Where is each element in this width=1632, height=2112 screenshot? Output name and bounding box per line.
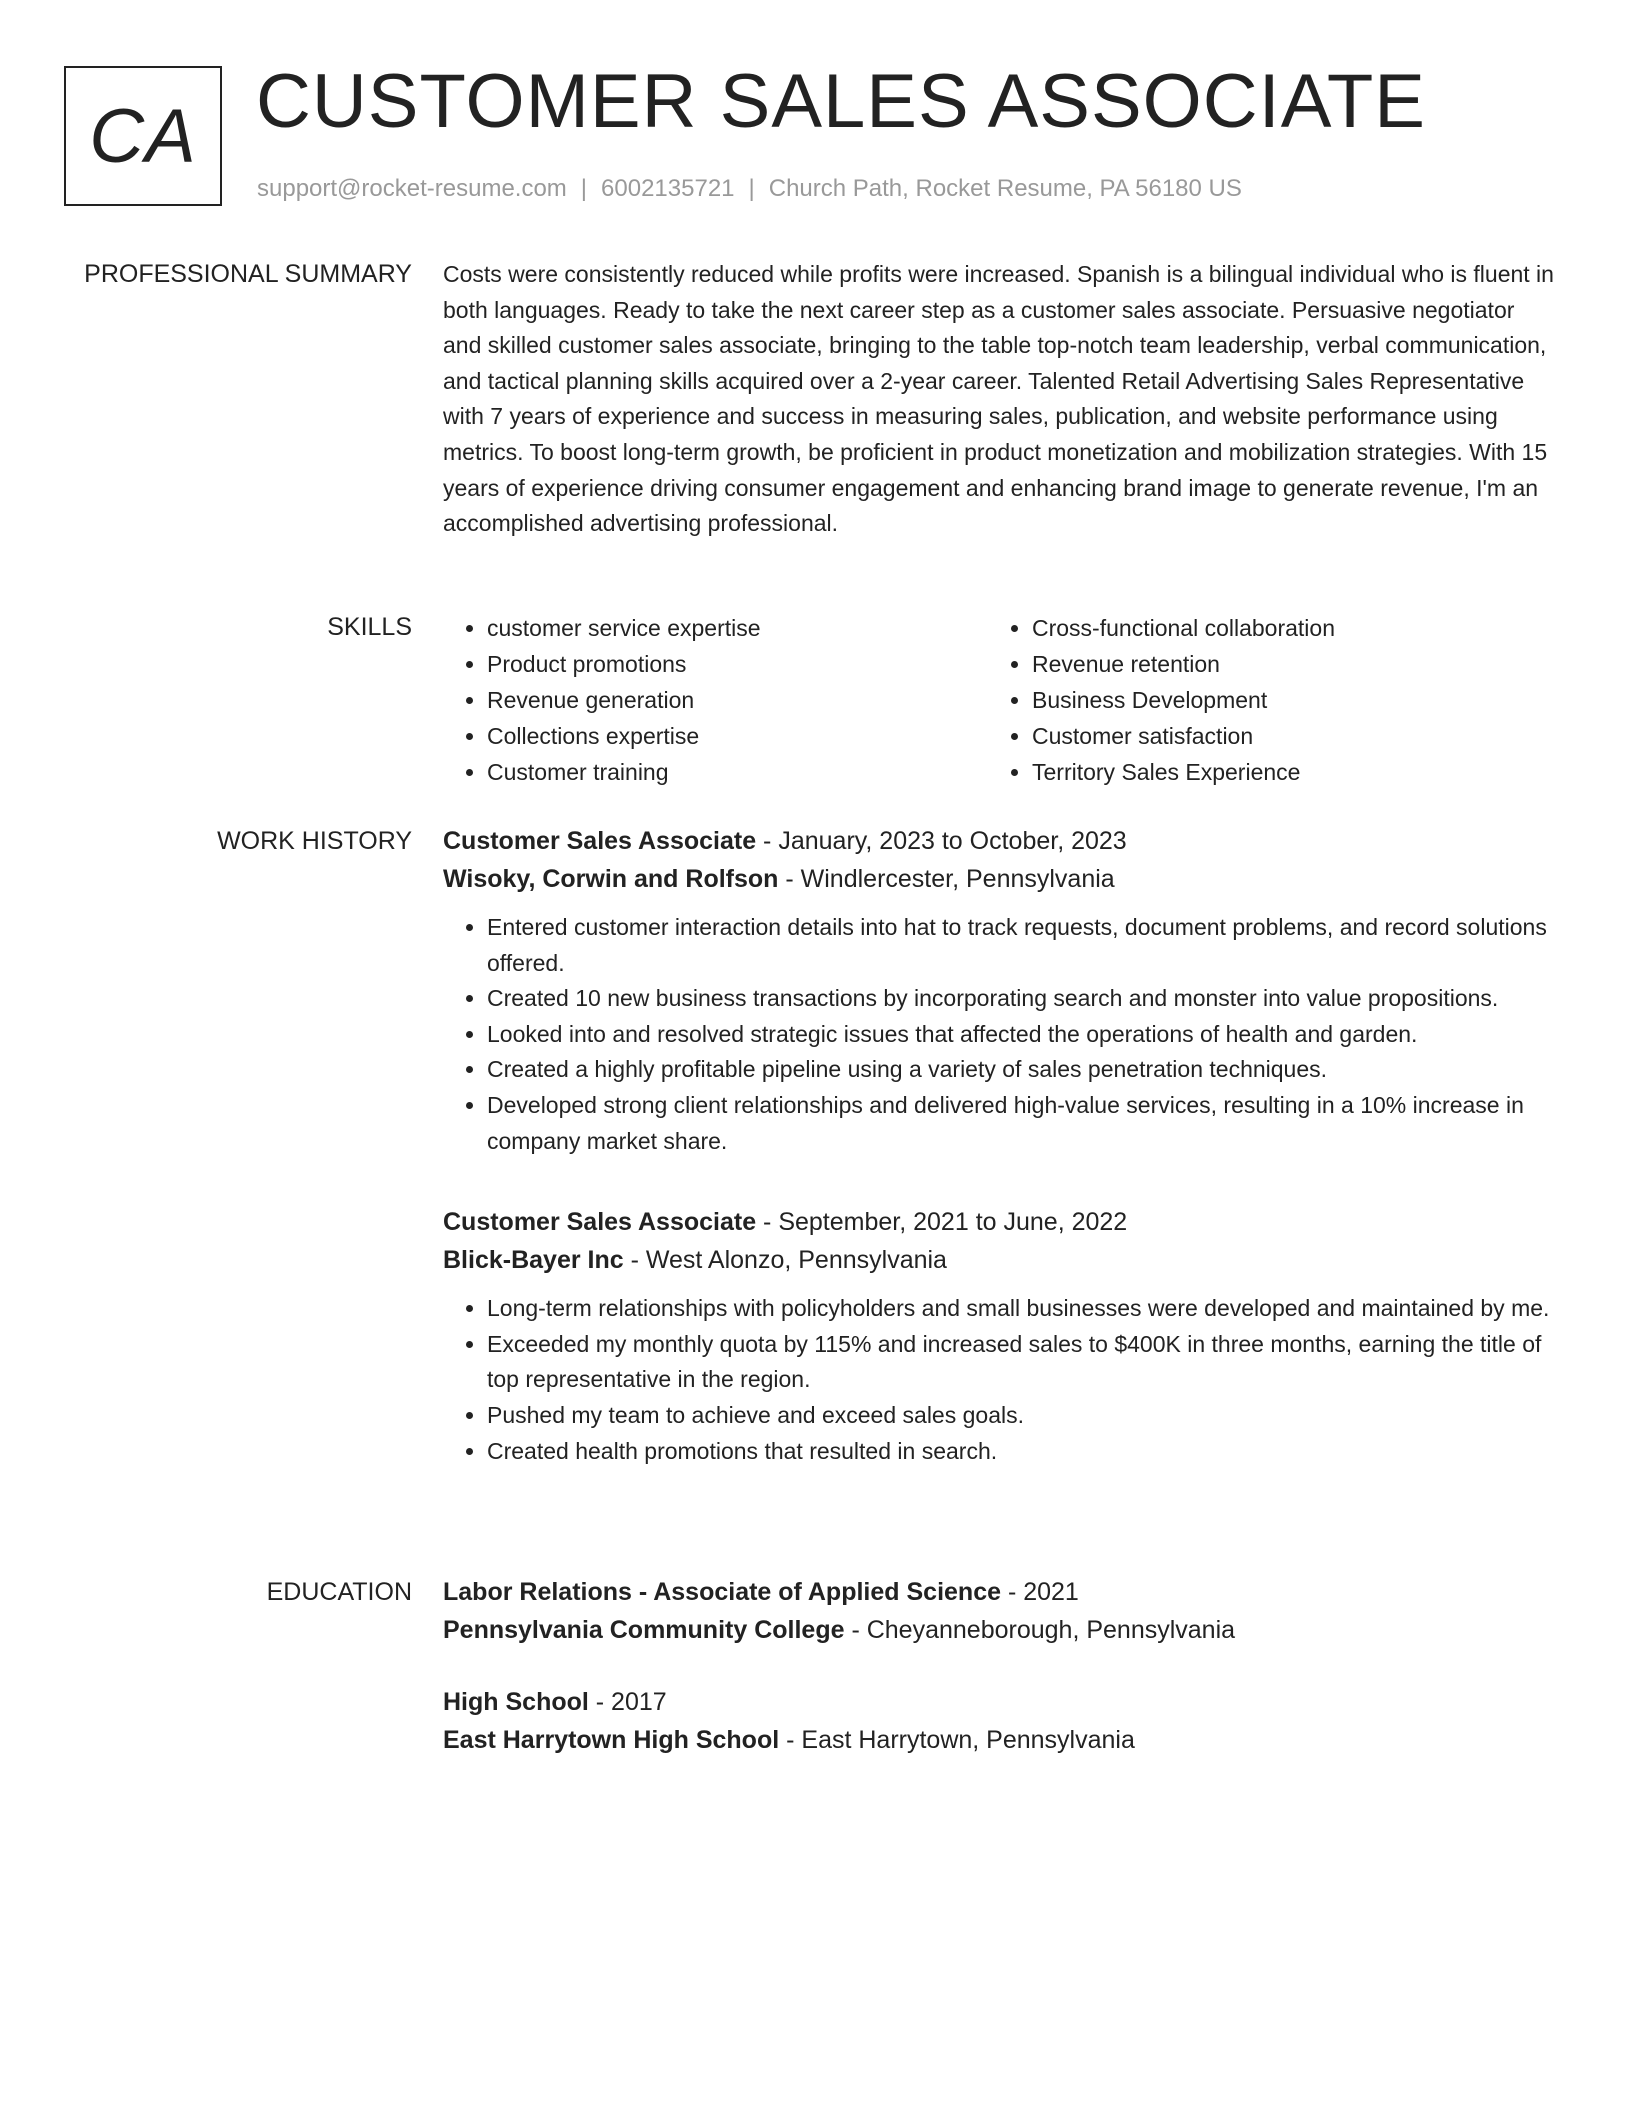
school-line: [443, 1611, 1555, 1649]
job-title-line: [443, 1203, 1555, 1241]
education-body: [443, 1573, 1555, 1759]
degree-year: - 2021: [1001, 1578, 1079, 1606]
job-location: - Windlercester, Pennsylvania: [778, 865, 1115, 893]
list-item: • Exceeded my monthly quota by 115% and increased sales to $400K in three months, earning the title of top representative in the region.: [487, 1327, 1555, 1398]
job-title: Customer Sales Associate: [443, 827, 757, 855]
list-item: • Long-term relationships with policyholders and small businesses were developed and maintained by me.: [487, 1291, 1555, 1327]
skills-grid: [443, 610, 1555, 790]
job-company-line: [443, 1241, 1555, 1279]
job-company: Blick-Bayer Inc: [443, 1246, 624, 1275]
work-history-body: [443, 822, 1555, 1469]
skills-column-right: [988, 610, 1533, 790]
summary-body: [443, 257, 1555, 542]
job-dates: - September, 2021 to June, 2022: [756, 1208, 1128, 1237]
school-location: - East Harrytown, Pennsylvania: [779, 1726, 1135, 1754]
section-heading: WORK HISTORY: [217, 827, 412, 855]
job-title-line: [443, 822, 1555, 860]
education-entry: [443, 1683, 1555, 1759]
summary-text: Costs were consistently reduced while profits were increased. Spanish is a bilingual individual who is fluent in both languages. Ready to take the next career step as a customer sales associate. Persuasive negotiator and skilled customer sales associate, bringing to the table top-notch team leadership, verbal communication, and tactical planning skills acquired over a 2-year career. Talented Retail Advertising Sales Representative with 7 years of experience and success in measuring sales, publication, and website performance using metrics. To boost long-term growth, be proficient in product monetization and mobilization strategies. With 15 years of experience driving consumer engagement and enhancing brand image to generate revenue, I'm an accomplished advertising professional.: [443, 261, 1554, 537]
list-item: • customer service expertise: [487, 610, 988, 646]
list-item: • Pushed my team to achieve and exceed sales goals.: [487, 1398, 1555, 1434]
job-title: Customer Sales Associate: [443, 1208, 757, 1237]
degree-line: [443, 1573, 1555, 1611]
contact-address: Church Path, Rocket Resume, PA 56180 US: [768, 175, 1242, 202]
job-company-line: [443, 860, 1555, 898]
school-line: [443, 1721, 1555, 1759]
school-name: East Harrytown High School: [443, 1726, 780, 1754]
list-item: • Revenue generation: [487, 682, 988, 718]
list-item: • Created 10 new business transactions by incorporating search and monster into value propositions.: [487, 981, 1555, 1017]
list-item: • Revenue retention: [1032, 646, 1533, 682]
contact-separator: |: [580, 175, 588, 202]
degree-name: Labor Relations - Associate of Applied Science: [443, 1578, 1001, 1606]
school-name: Pennsylvania Community College: [443, 1616, 845, 1644]
job-company: Wisoky, Corwin and Rolfson: [443, 865, 779, 893]
list-item: • Cross-functional collaboration: [1032, 610, 1533, 646]
list-item: • Created health promotions that resulted in search.: [487, 1434, 1555, 1470]
job-bullets: [443, 910, 1555, 1159]
degree-year: - 2017: [588, 1688, 667, 1716]
skills-column-left: [443, 610, 988, 790]
monogram-badge: CA: [64, 66, 222, 206]
degree-name: High School: [443, 1688, 589, 1716]
section-heading: EDUCATION: [266, 1578, 412, 1606]
job-bullets: [443, 1291, 1555, 1469]
contact-phone[interactable]: 6002135721: [601, 175, 735, 202]
list-item: • Entered customer interaction details into hat to track requests, document problems, and record solutions offered.: [487, 910, 1555, 981]
list-item: • Customer satisfaction: [1032, 718, 1533, 754]
job-entry: [443, 1203, 1555, 1469]
job-dates: - January, 2023 to October, 2023: [756, 827, 1127, 855]
list-item: • Collections expertise: [487, 718, 988, 754]
skills-body: [443, 610, 1555, 790]
school-location: - Cheyanneborough, Pennsylvania: [844, 1616, 1236, 1644]
job-location: - West Alonzo, Pennsylvania: [623, 1246, 947, 1275]
contact-line: [257, 174, 1242, 204]
section-heading: PROFESSIONAL SUMMARY: [84, 260, 412, 288]
list-item: • Developed strong client relationships and delivered high-value services, resulting in a 10% increase in company market share.: [487, 1088, 1555, 1159]
list-item: • Territory Sales Experience: [1032, 754, 1533, 790]
job-entry: [443, 822, 1555, 1159]
list-item: • Created a highly profitable pipeline using a variety of sales penetration techniques.: [487, 1052, 1555, 1088]
page-title: CUSTOMER SALES ASSOCIATE: [256, 59, 1426, 144]
list-item: • Customer training: [487, 754, 988, 790]
list-item: • Product promotions: [487, 646, 988, 682]
education-entry: [443, 1573, 1555, 1649]
degree-line: [443, 1683, 1555, 1721]
contact-separator: |: [748, 175, 755, 202]
contact-email[interactable]: support@rocket-resume.com: [257, 175, 567, 202]
list-item: • Looked into and resolved strategic issues that affected the operations of health and garden.: [487, 1017, 1555, 1053]
section-heading: SKILLS: [327, 613, 412, 641]
list-item: • Business Development: [1032, 682, 1533, 718]
